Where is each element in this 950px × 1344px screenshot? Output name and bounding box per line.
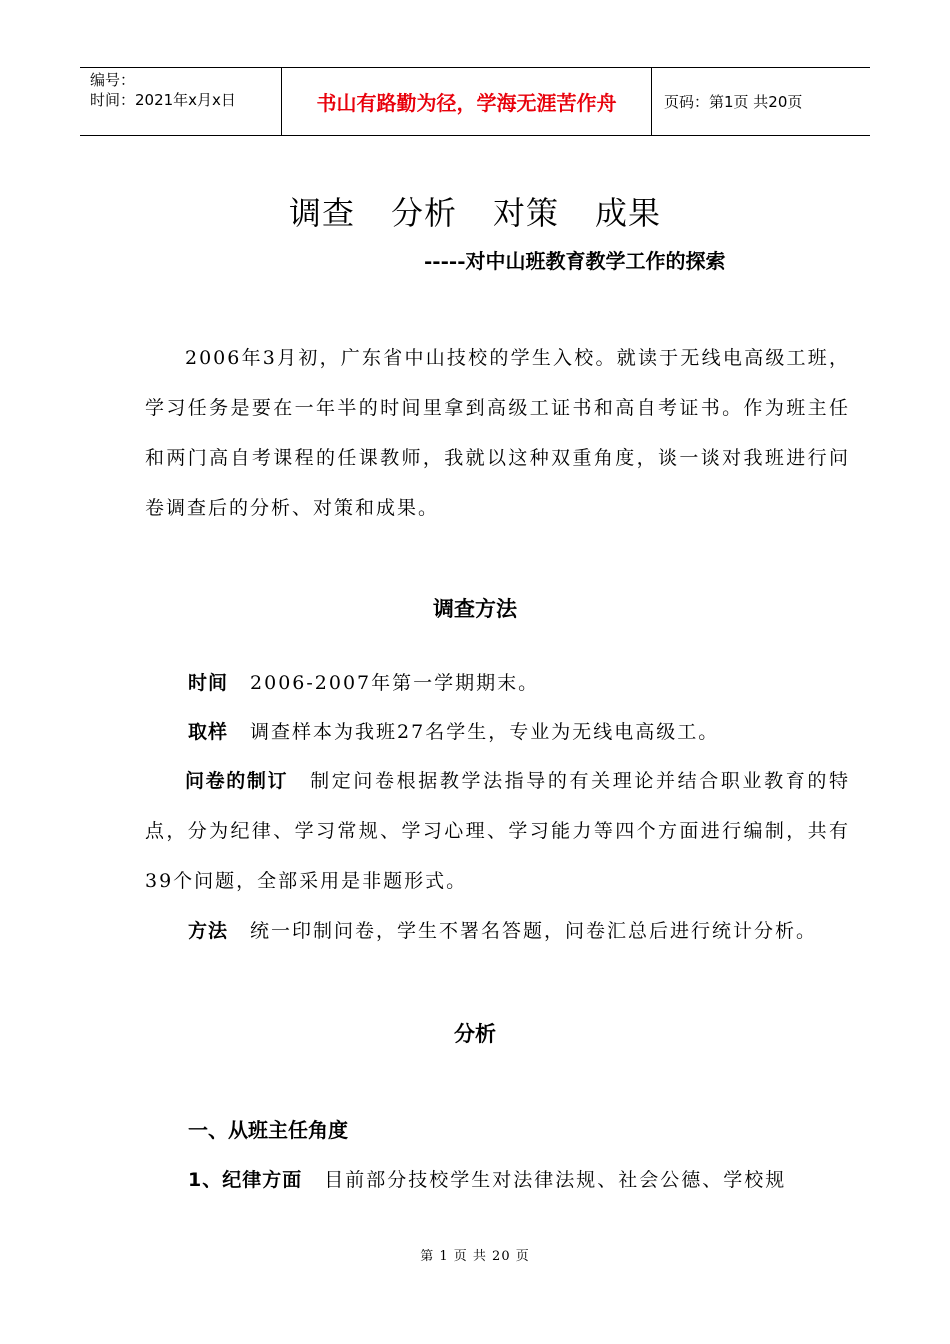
method-heading: 调查方法 [433,596,517,621]
time-label: 时间 [188,672,229,694]
analysis-item-1 [188,1155,853,1205]
sample-label: 取样 [188,721,229,743]
questionnaire-label: 问卷的制订 [185,770,289,792]
approach-text: 统一印制问卷，学生不署名答题，问卷汇总后进行统计分析。 [250,920,818,942]
questionnaire-text: 制定问卷根据教学法指导的有关理论并结合职业教育的特点，分为纪律、学习常规、学习心理、学习能力等四个方面进行编制，共有39个问题，全部采用是非题形式。 [145,770,850,892]
header-motto: 书山有路勤为径，学海无涯苦作舟 [282,68,652,135]
item1-text: 目前部分技校学生对法律法规、社会公德、学校规 [324,1169,787,1191]
analysis-section-1: 一、从班主任角度 [188,1118,348,1142]
page-footer: 第 1 页 共 20 页 [420,1249,530,1264]
time-text: 2006-2007年第一学期期末。 [250,672,540,694]
title-word: 对策 [493,194,560,232]
title-word: 调查 [288,194,355,232]
sample-text: 调查样本为我班27名学生，专业为无线电高级工。 [250,721,720,743]
header-table [80,67,870,136]
analysis-heading: 分析 [454,1021,496,1046]
header-page-info: 页码：第1页 共20页 [664,93,803,111]
code-label: 编号： [90,71,136,89]
approach-label: 方法 [188,920,229,942]
method-questionnaire [145,756,850,906]
item1-label: 1、纪律方面 [188,1169,303,1191]
title-word: 分析 [390,194,457,232]
header-meta [80,68,282,135]
title-word: 成果 [595,194,662,232]
document-subtitle: -----对中山班教育教学工作的探索 [424,249,726,273]
date-label: 时间：2021年x月x日 [90,91,236,109]
method-time [188,658,850,708]
document-title [0,188,950,234]
method-sample [188,707,850,757]
intro-paragraph: 2006年3月初，广东省中山技校的学生入校。就读于无线电高级工班，学习任务是要在一年半的时间里拿到高级工证书和高自考证书。作为班主任和两门高自考课程的任课教师，我就以这种双重角度，谈一谈对我班进行问卷调查后的分析、对策和成果。 [145,347,850,519]
method-approach [188,906,853,956]
